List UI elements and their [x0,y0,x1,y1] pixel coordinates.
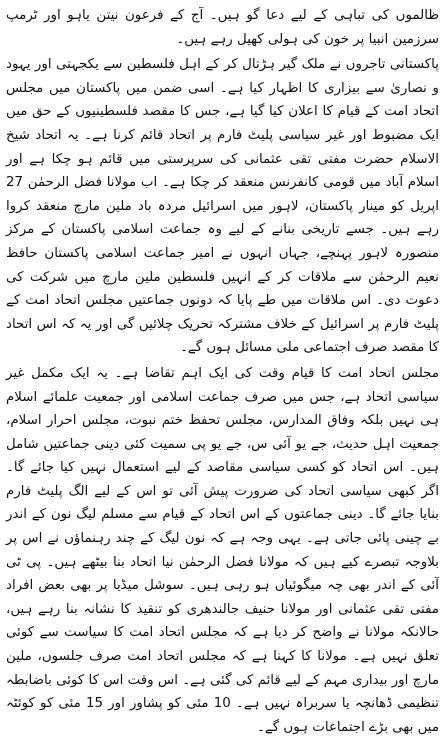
article-paragraph: مجلس اتحاد امت کا قیام وقت کی ایک اہم تقاضا ہے۔ یہ ایک مکمل غیر سیاسی اتحاد ہے، جس میں صرف جماعت اسلامی اور جمعیت علمائے اسلام ہی نہیں بلکہ وفاق المدارس، مجلس تحفظ ختم نبوت، مجلس احرار اسلام، جمعیت اہل حدیث، جے یو آئی س، جے یو پی سمیت کئی دینی جماعتیں شامل ہیں۔ اس اتحاد کو کسی سیاسی مقاصد کے لیے استعمال نہیں کیا جائے گا۔ اگر کبھی سیاسی اتحاد کی ضرورت پیش آئی تو اس کے لیے الگ پلیٹ فارم بنایا جائے گا۔ دینی جماعتوں کے اس اتحاد کے قیام سے مسلم لیگ نون کے اندر بے چینی پائی جاتی ہے۔ یہی وجہ ہے کہ نون لیگ کے چند رہنماؤں نے اس پر بلاوجہ تبصرے کیے ہیں کہ مولانا فضل الرحمٰن نیا اتحاد بنا بیٹھے ہیں۔ پی ٹی آئی کے اندر بھی چہ میگوئیاں ہو رہی ہیں۔ سوشل میڈیا پر بھی بعض افراد مفتی تقی عثمانی اور مولانا حنیف جالندھری کو تنقید کا نشانہ بنا رہے ہیں، حالانکہ مولانا نے واضح کر دیا ہے کہ مجلس اتحاد امت کا سیاست سے کوئی تعلق نہیں ہے۔ مولانا کا کہنا ہے کہ مجلس اتحاد امت صرف جلسوں، ملین مارچ اور بیداری مہم کے لیے قائم کی گئی ہے۔ اس وقت اس کا کوئی باضابطہ تنظیمی ڈھانچہ یا سربراہ نہیں ہے۔ 10 مئی کو پشاور اور 15 مئی کو کوئٹہ میں بھی بڑے اجتماعات ہوں گے۔ [6,365,440,735]
article-paragraph: پاکستانی تاجروں نے ملک گیر ہڑتال کر کے اہل فلسطین سے یکجہتی اور یہود و نصاریٰ سے بیزاری کا اظہار کیا ہے۔ اسی ضمن میں پاکستان میں مجلس اتحاد امت کے قیام کا اعلان کیا گیا ہے، جس کا مقصد فلسطینیوں کے حق میں ایک مضبوط اور غیر سیاسی پلیٹ فارم پر اتحاد قائم کرنا ہے۔ یہ اتحاد شیخ الاسلام حضرت مفتی تقی عثمانی کی سرپرستی میں قائم ہو چکا ہے اور اسلام آباد میں قومی کانفرنس منعقد کر چکا ہے۔ اب مولانا فضل الرحمٰن 27 اپریل کو مینار پاکستان، لاہور میں اسرائیل مردہ باد ملین مارچ منعقد کروا رہے ہیں۔ جسے تاریخی بنانے کے لیے وہ جماعت اسلامی پاکستان کے مرکز منصورہ لاہور پہنچے، جہاں انہوں نے امیر جماعت اسلامی پاکستان حافظ نعیم الرحمٰن سے ملاقات کر کے انہیں فلسطین ملین مارچ میں شرکت کی دعوت دی۔ اس ملاقات میں طے پایا کہ دونوں جماعتیں مجلس اتحاد امت کے پلیٹ فارم پر اسرائیل کے خلاف مشترکہ تحریک چلائیں گی اور یہ کہ اس اتحاد کا مقصد صرف اجتماعی ملی مسائل ہوں گے۔ [6,57,439,356]
article-paragraph: ظالموں کی تباہی کے لیے دعا گو ہیں۔ آج کے فرعون نیتن یاہو اور ٹرمپ سرزمین انبیا پر خون کی ہولی کھیل رہے ہیں۔ [6,8,439,47]
